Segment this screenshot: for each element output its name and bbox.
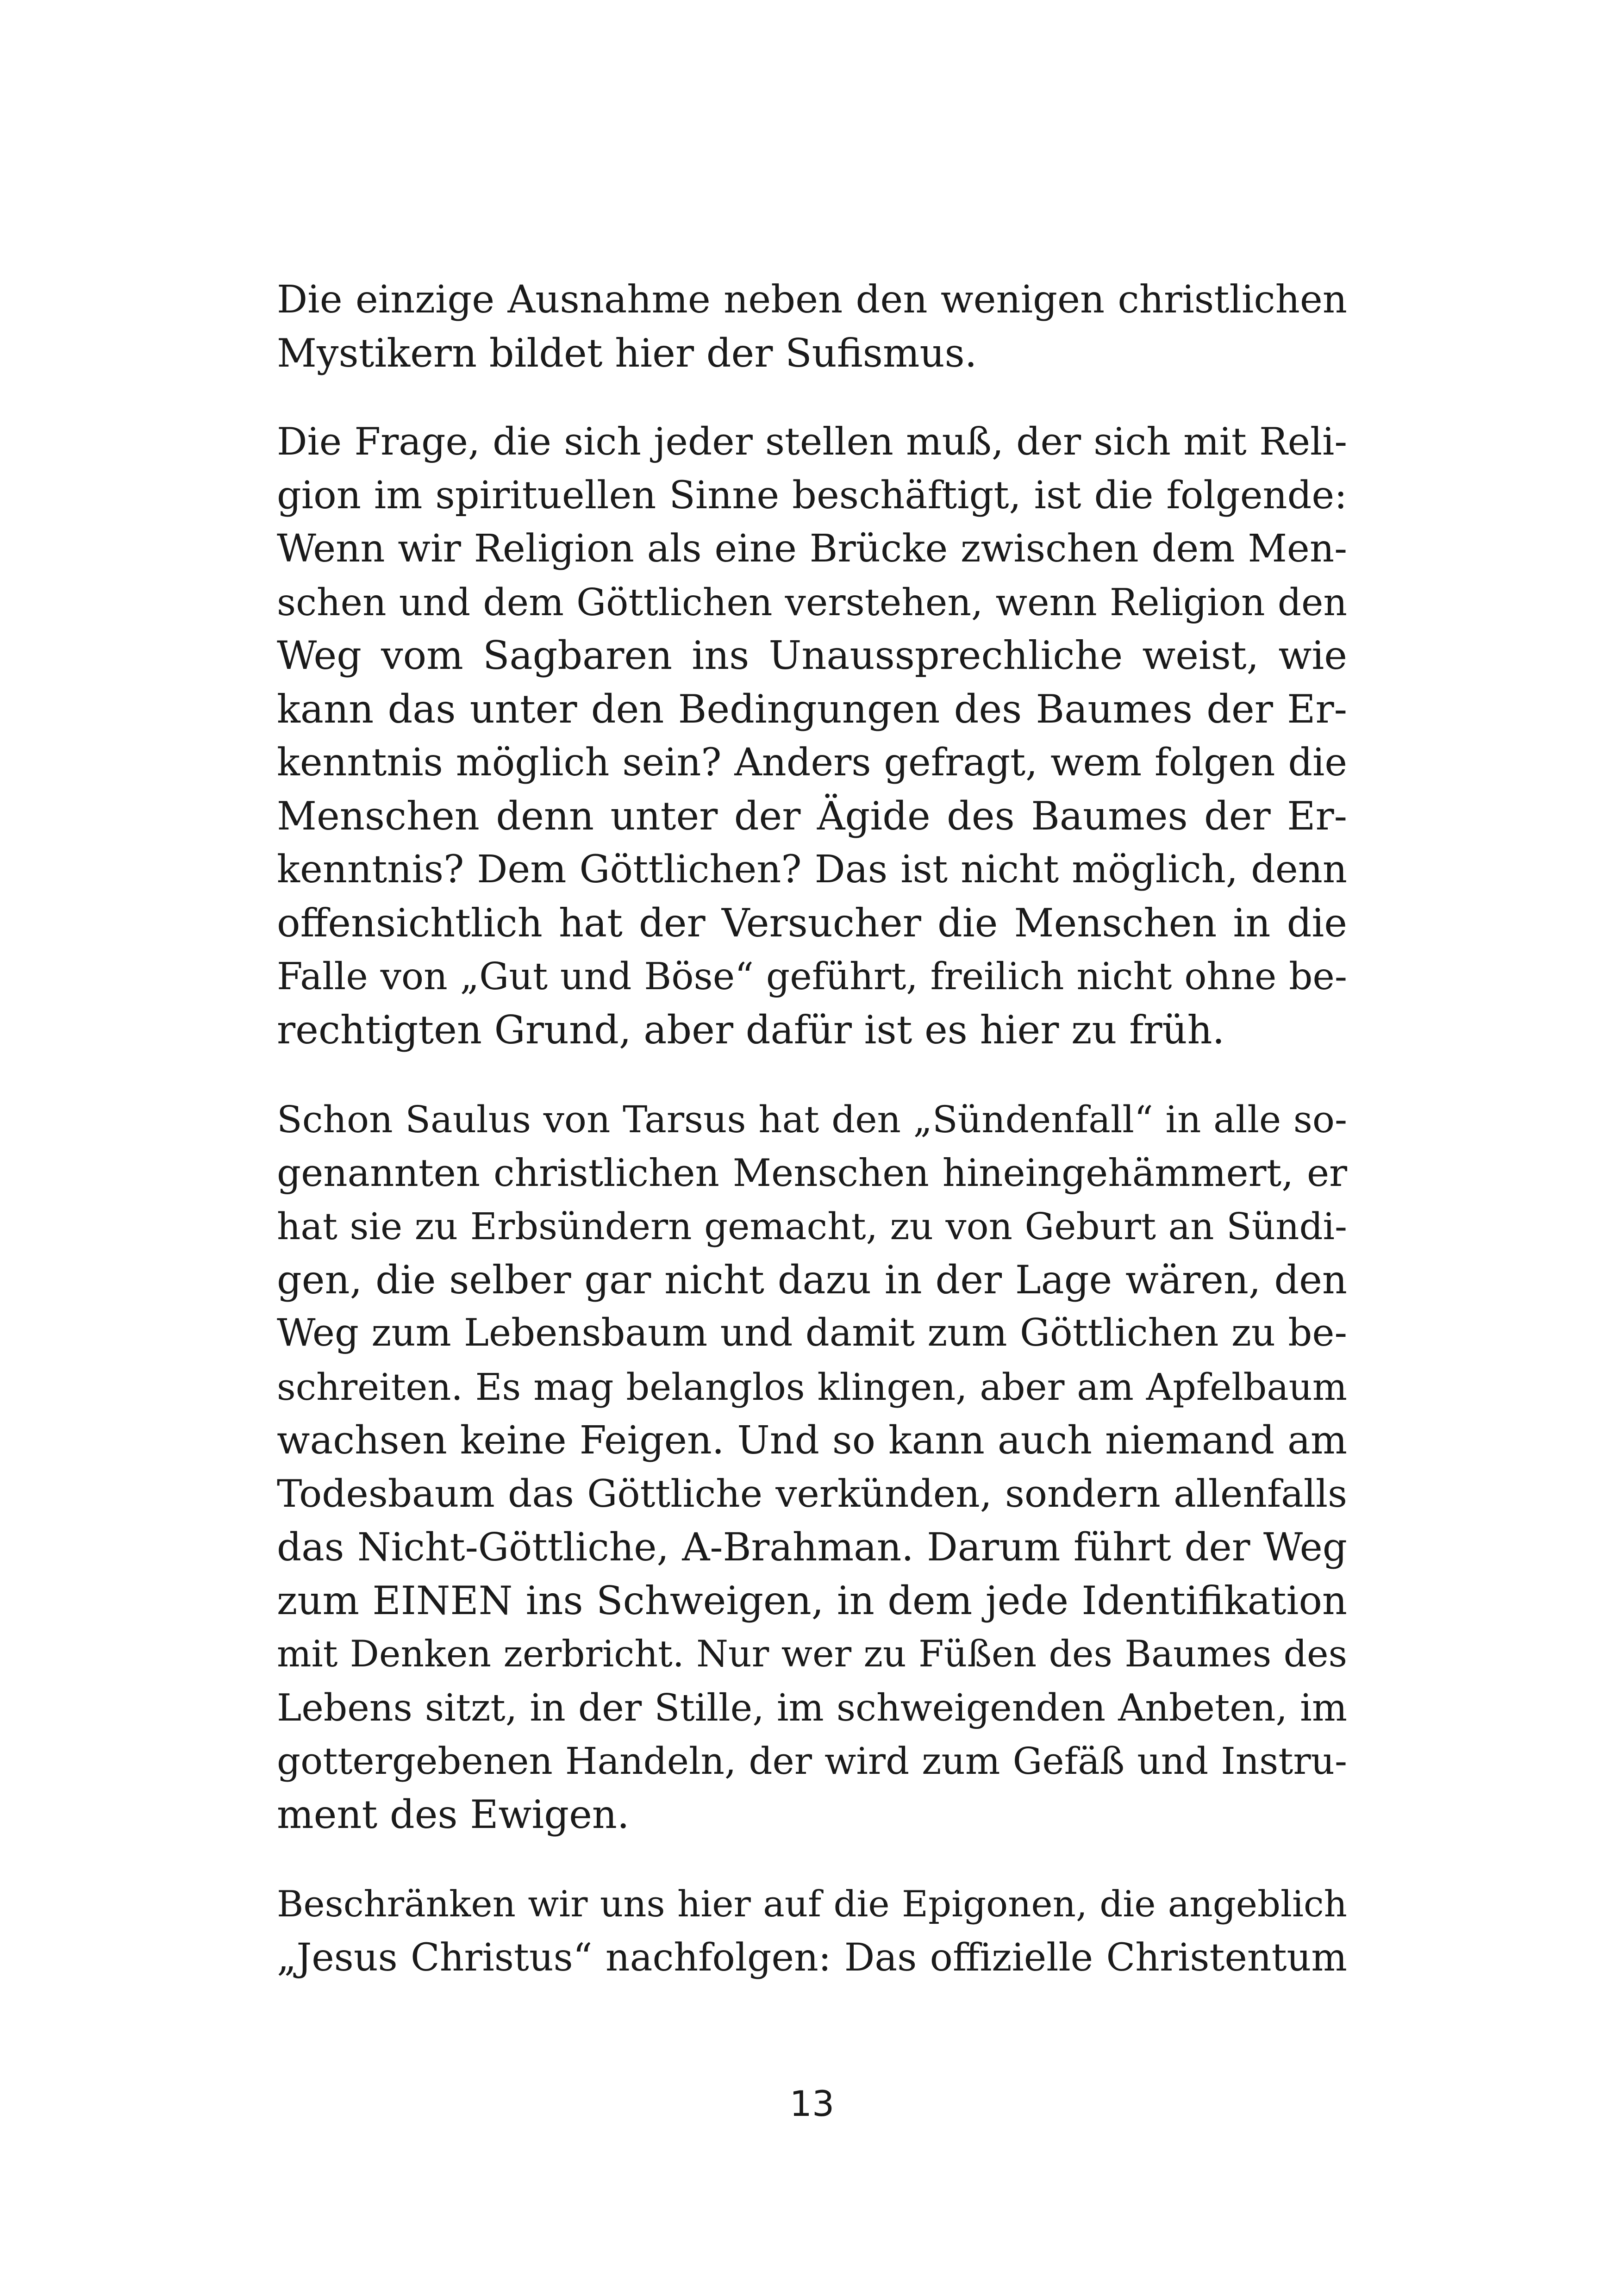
page-number: 13 bbox=[789, 2083, 835, 2124]
text-line: Die Frage, die sich jeder stellen muß, der sich mit Reli- bbox=[277, 420, 1347, 464]
paragraph-3 bbox=[277, 1093, 1347, 1841]
text-line: das Nicht-Göttliche, A-Brahman. Darum führt der Weg bbox=[277, 1525, 1347, 1570]
text-line: Wenn wir Religion als eine Brücke zwischen dem Men- bbox=[277, 526, 1347, 571]
text-line: Lebens sitzt, in der Stille, im schweigenden Anbeten, im bbox=[277, 1685, 1347, 1729]
text-line: Mystikern bildet hier der Sufismus. bbox=[277, 330, 977, 376]
body-text bbox=[277, 273, 1347, 1984]
text-line: ment des Ewigen. bbox=[277, 1791, 630, 1837]
text-line: Todesbaum das Göttliche verkünden, sondern allenfalls bbox=[277, 1472, 1347, 1516]
text-line: Beschränken wir uns hier auf die Epigonen, die angeblich bbox=[277, 1883, 1347, 1925]
text-line: Weg vom Sagbaren ins Unaussprechliche weist, wie bbox=[277, 633, 1347, 678]
text-line: zum EINEN ins Schweigen, in dem jede Identifikation bbox=[277, 1578, 1347, 1623]
text-line: schen und dem Göttlichen verstehen, wenn Religion den bbox=[277, 580, 1347, 624]
text-line: Schon Saulus von Tarsus hat den „Sündenfall“ in alle so- bbox=[277, 1098, 1347, 1141]
text-line: gion im spirituellen Sinne beschäftigt, ist die folgende: bbox=[277, 473, 1347, 518]
text-line: Die einzige Ausnahme neben den wenigen christlichen bbox=[277, 277, 1347, 322]
text-line: offensichtlich hat der Versucher die Menschen in die bbox=[277, 900, 1347, 946]
text-line: mit Denken zerbricht. Nur wer zu Füßen des Baumes des bbox=[277, 1633, 1347, 1675]
paragraph-1 bbox=[277, 273, 1347, 380]
text-line: Weg zum Lebensbaum und damit zum Göttlichen zu be- bbox=[277, 1311, 1347, 1355]
text-line: schreiten. Es mag belanglos klingen, aber am Apfelbaum bbox=[277, 1365, 1347, 1409]
text-line: gen, die selber gar nicht dazu in der Lage wären, den bbox=[277, 1257, 1347, 1303]
text-line: genannten christlichen Menschen hineingehämmert, er bbox=[277, 1151, 1347, 1195]
text-line: kann das unter den Bedingungen des Baumes der Er- bbox=[277, 686, 1347, 732]
text-line: hat sie zu Erbsündern gemacht, zu von Geburt an Sündi- bbox=[277, 1205, 1347, 1248]
text-line: Falle von „Gut und Böse“ geführt, freilich nicht ohne be- bbox=[277, 955, 1347, 998]
text-line: Menschen denn unter der Ägide des Baumes der Er- bbox=[277, 793, 1347, 839]
text-line: gottergebenen Handeln, der wird zum Gefäß und Instru- bbox=[277, 1740, 1347, 1783]
paragraph-4 bbox=[277, 1877, 1347, 1984]
text-line: „Jesus Christus“ nachfolgen: Das offizielle Christentum bbox=[277, 1935, 1347, 1980]
paragraph-2 bbox=[277, 415, 1347, 1057]
text-line: wachsen keine Feigen. Und so kann auch niemand am bbox=[277, 1417, 1347, 1463]
text-line: rechtigten Grund, aber dafür ist es hier zu früh. bbox=[277, 1007, 1225, 1053]
text-line: kenntnis möglich sein? Anders gefragt, wem folgen die bbox=[277, 741, 1347, 785]
text-line: kenntnis? Dem Göttlichen? Das ist nicht möglich, denn bbox=[277, 847, 1347, 892]
